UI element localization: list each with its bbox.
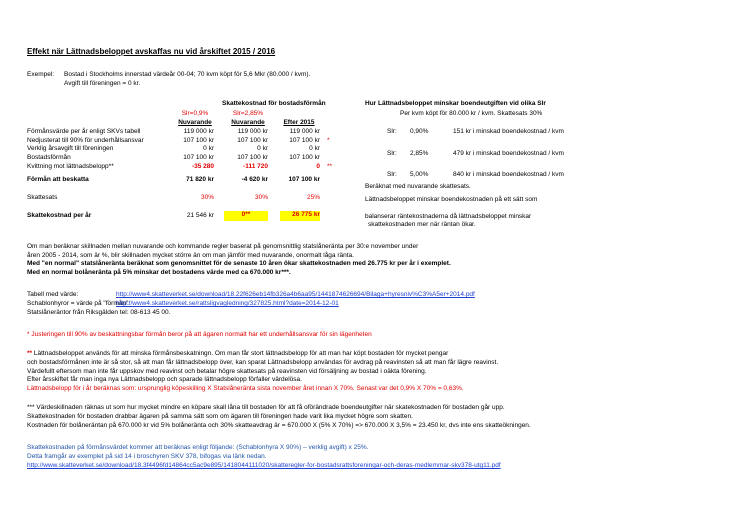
- row-value: -35 280: [191, 163, 214, 170]
- skattesats-value: 25%: [306, 194, 320, 201]
- footnote-2-line-3: Värdefullt eftersom man inte får uppskov med reavinst och betalar högre skattesats på reavinsten vid försäljning av bostad i oäkta förening.: [27, 368, 427, 375]
- footnote-2-line-1: ** Lättnadsbeloppet används för att minska förmånsbeskatningn. Om man får stort lättnadsbelopp för att man har köpt bostaden för mycket pengar: [27, 350, 449, 357]
- row-label: Verklig årsavgift till föreningen: [27, 145, 114, 152]
- example-line-2: Avgift till föreningen = 0 kr.: [64, 80, 141, 87]
- footnote-1: * Justeringen till 90% av beskattningsbar förmån beror på att ägaren normalt har ett underhållsansvar för sin lägenheten: [27, 331, 372, 338]
- skattekostnad-value: 21 546 kr: [186, 212, 214, 219]
- footnote-3-line-3: Kostnaden för bolåneräntan på 670.000 kr vid 5% bolåneränta och 30% skatteavdrag är = 670.000 X (5% X 70%) => 670.000 X 3,5% = 23.450 kr, dvs inte ens skatteökningen.: [27, 422, 531, 429]
- footnote-2-line-2: och bostadsförmånen inte är så stor, så att man får lättnadsbelopp över, kan sparat Lättnadsbelopp användas för avdrag på reavinsten så att man får lägre reavinst.: [27, 359, 499, 366]
- statslan-text: Statslåneräntor från Riksgälden tel: 08-613 45 00.: [27, 309, 171, 316]
- footnote-marker: *: [327, 137, 330, 144]
- skattekostnad-label: Skattekostnad per år: [27, 212, 92, 219]
- col-header-nuvarande-1: Nuvarande: [178, 119, 212, 126]
- col-header-efter-2015: Efter 2015: [283, 119, 315, 126]
- col-header-nuvarande-2: Nuvarande: [231, 119, 265, 126]
- slr-rate: 2,85%: [410, 150, 429, 157]
- row-value: 107 100 kr: [183, 137, 214, 144]
- right-note-3b: skattekostnaden mer när räntan ökar.: [368, 221, 476, 228]
- right-table-subheading: Per kvm köpt för 80.000 kr / kvm. Skattesats 30%: [400, 110, 543, 117]
- skattekostnad-value-highlight: 26 775 kr: [280, 211, 320, 221]
- example-line-1: Bostad i Stockholms innerstad värdeår 00-04; 70 kvm köpt för 5,6 Mkr (80.000 / kvm).: [64, 71, 311, 78]
- right-note-3a: balanserar räntekostnaderna då lättnadsbeloppet minskar: [365, 213, 532, 220]
- slr-rate: 5,00%: [410, 171, 429, 178]
- footnote-3-line-1: *** Värdeskillnaden räknas ut som hur mycket mindre en köpare skall låna till bostaden för att få oförändrade boendeutgifter när skatekostnaden för bostaden går upp.: [27, 404, 505, 411]
- slr-header-2: Slr=2,85%: [232, 110, 264, 117]
- skattesats-value: 30%: [200, 194, 214, 201]
- footnote-marker: **: [327, 163, 333, 170]
- row-value: 119 000 kr: [237, 128, 268, 135]
- slr-label: Slr:: [387, 128, 397, 135]
- footer-link[interactable]: http://www.skatteverket.se/download/18.3f4496fd14864cc5ac9e895/1418044111020/skatteregler-for-bostadsrattsforeningar-och-deras-medlemmar-skv378-utg11.pdf: [27, 462, 501, 469]
- row-value: 107 100 kr: [289, 137, 320, 144]
- skattesats-label: Skattesats: [27, 194, 58, 201]
- footnote-2-line-1-text: Lättnadsbeloppet används för att minska förmånsbeskatningn. Om man får stort lättnadsbelopp för att man har köpt bostaden för mycket pengar: [33, 350, 449, 357]
- right-note-2: Lättnadsbeloppet minskar boendekostnaden på ett sätt som: [365, 196, 538, 203]
- slr-rate: 0,90%: [410, 128, 429, 135]
- slr-effect: 479 kr i minskad boendekostnad / kvm: [453, 150, 564, 157]
- page-title: Effekt när Lättnadsbeloppet avskaffas nu vid årskiftet 2015 / 2016: [27, 47, 276, 56]
- slr-label: Slr:: [387, 150, 397, 157]
- row-value: 0 kr: [257, 145, 268, 152]
- formon-att-beskatta-label: Förmån att beskatta: [27, 176, 89, 183]
- row-value: 0: [316, 163, 320, 170]
- slr-header-1: Slr=0,9%: [181, 110, 209, 117]
- right-note-1: Beräknat med nuvarande skattesats.: [365, 183, 471, 190]
- example-label: Exempel:: [27, 71, 55, 78]
- row-label: Bostadsförmån: [27, 154, 71, 161]
- slr-effect: 151 kr i minskad boendekostnad / kvm: [453, 128, 564, 135]
- formon-att-beskatta-value: -4 620 kr: [241, 176, 268, 183]
- paragraph-line-2: åren 2005 - 2014, som är %, blir skillnaden mycket större än om man jämför med nuvarande, onormalt låga ränta.: [27, 252, 354, 259]
- row-value: -111 720: [243, 163, 268, 170]
- footnote-3-line-2: Skattekostnaden för bostaden drabbar ägaren på samma sätt som om ägaren till föreningen hade varit lika mycket högre som skatten.: [27, 413, 413, 420]
- footnote-2-line-5: Lättnadsbelopp för i år beräknas som: ursprunglig köpeskilling X Statslåneränta sista november året innan X 70%. Senast var det 0,9% X 70% = 0,63%.: [27, 385, 464, 392]
- paragraph-line-3: Med "en normal" statslåneränta beräknat som genomsnittet för de senaste 10 åren ökar skattekostnaden med 26.775 kr per år i exemplet.: [27, 260, 451, 267]
- footnote-2-line-4: Efter årsskiftet får man inga nya Lättnadsbelopp och sparade lättnadsbelopp förfaller värdelösa.: [27, 376, 302, 383]
- schablon-label: Schablonhyror = värde på "förmån":: [27, 300, 131, 307]
- formon-att-beskatta-value: 107 100 kr: [288, 176, 320, 183]
- row-value: 0 kr: [309, 145, 320, 152]
- footer-line-2: Detta framgår av exemplet på sid 14 i broschyren SKV 378, bifogas via länk nedan.: [27, 453, 267, 460]
- row-label: Förmånsvärde per år enligt SKVs tabell: [27, 128, 141, 135]
- row-value: 119 000 kr: [183, 128, 214, 135]
- paragraph-line-1: Om man beräknar skillnaden mellan nuvarande och kommande regler baserat på genomsnittlig statslåneränta per 30:e november under: [27, 243, 419, 250]
- row-value: 0 kr: [203, 145, 214, 152]
- tabell-link[interactable]: http://www4.skatteverket.se/download/18.22f626eb14fb326a4b6aa95/1441874626694/Bilaga+hyresniv%C3%A5er+2014.pdf: [116, 291, 475, 298]
- tabell-label: Tabell med värde:: [27, 291, 79, 298]
- skattesats-value: 30%: [254, 194, 268, 201]
- row-value: 119 000 kr: [289, 128, 320, 135]
- schablon-link[interactable]: http://www4.skatteverket.se/rattsligvagledning/327825.html?date=2014-12-01: [116, 300, 339, 307]
- right-table-heading: Hur Lättnadsbeloppet minskar boendeutgiften vid olika Slr: [365, 100, 546, 107]
- formon-att-beskatta-value: 71 820 kr: [186, 176, 214, 183]
- row-value: 107 100 kr: [237, 154, 268, 161]
- paragraph-line-4: Med en normal bolåneränta på 5% minskar det bostadens värde med ca 670.000 kr***.: [27, 269, 291, 276]
- row-value: 107 100 kr: [289, 154, 320, 161]
- row-value: 107 100 kr: [237, 137, 268, 144]
- row-label: Kvittning mot lättnadsbelopp**: [27, 163, 114, 170]
- footer-line-1: Skattekostnaden på förmånsvärdet kommer att beräknas enligt följande: (Schablonhyra X 90%) – verklig avgift) x 25%.: [27, 444, 369, 451]
- row-label: Nedjusterat till 90% för underhållsansvar: [27, 137, 144, 144]
- skattekostnad-value-highlight: 0**: [224, 211, 268, 221]
- slr-effect: 840 kr i minskad boendekostnad / kvm: [453, 171, 564, 178]
- left-table-heading: Skattekostnad för bostadsförmån: [222, 100, 326, 107]
- row-value: 107 100 kr: [183, 154, 214, 161]
- slr-label: Slr:: [387, 171, 397, 178]
